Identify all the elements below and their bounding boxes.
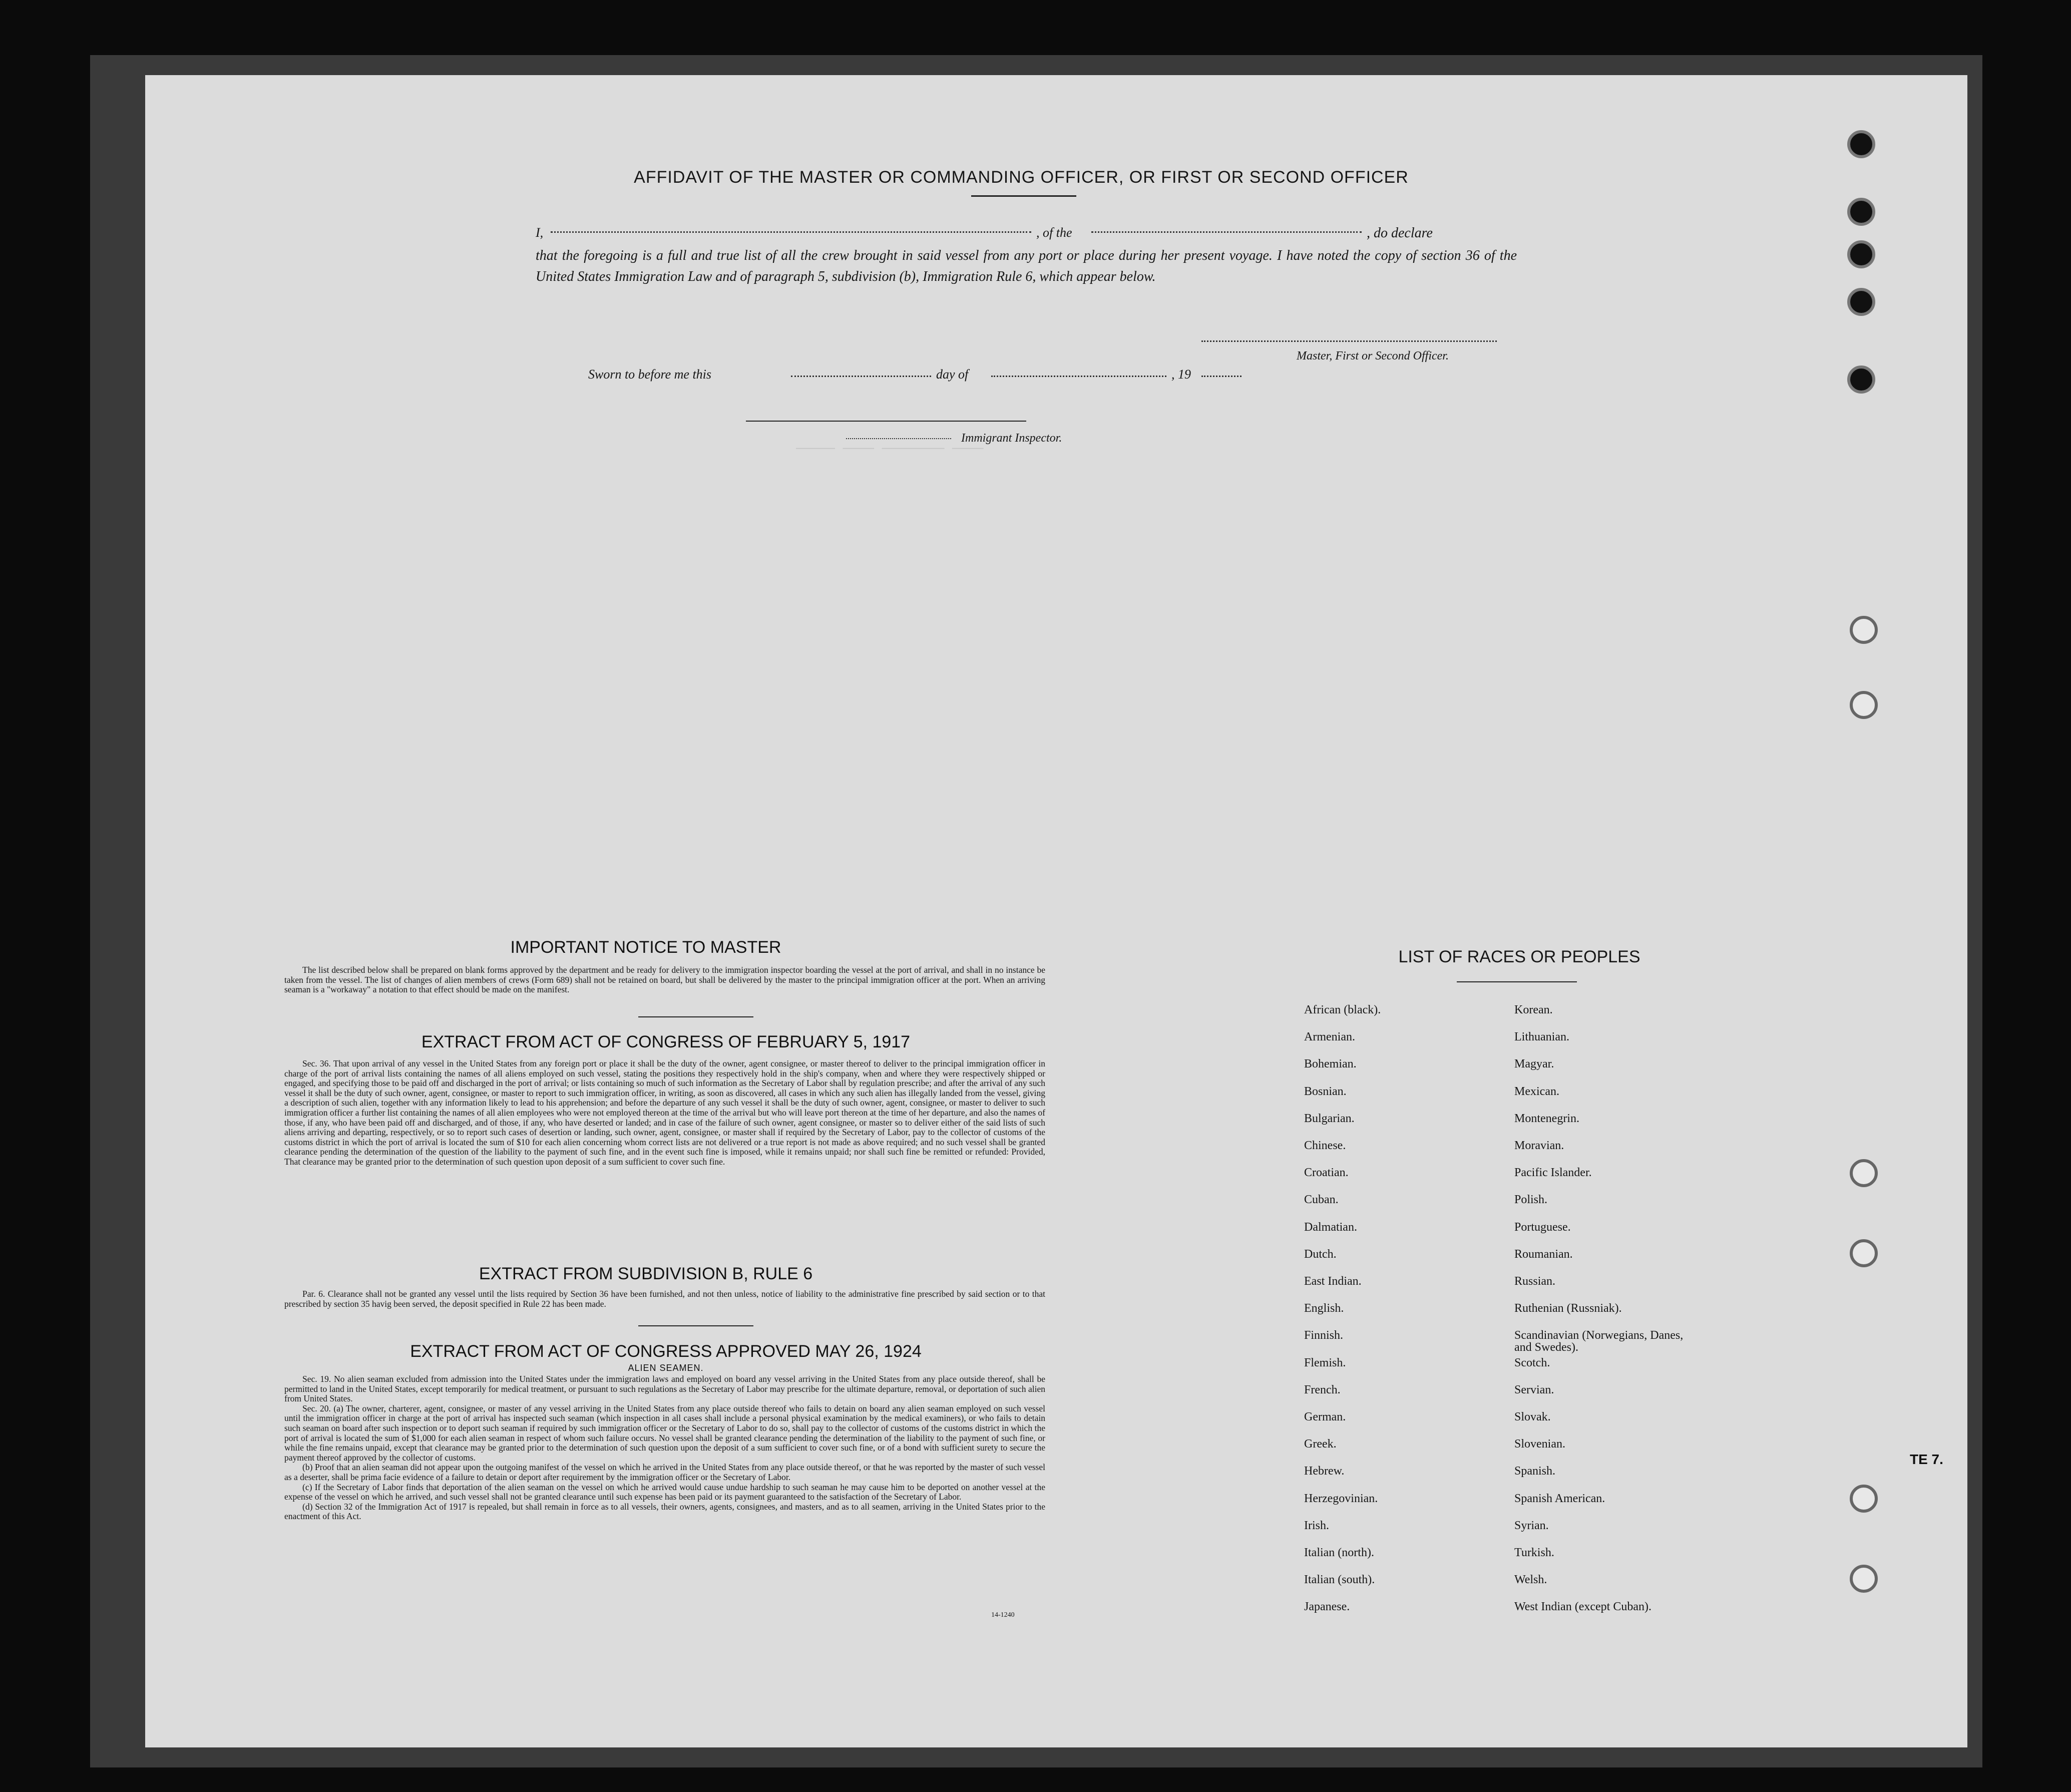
race-item: Slovenian. [1514,1438,1565,1451]
extract-1924-subtitle: ALIEN SEAMEN. [628,1363,704,1373]
race-item: Armenian. [1304,1030,1355,1044]
race-item: Polish. [1514,1193,1548,1207]
race-item: African (black). [1304,1003,1381,1016]
race-item: West Indian (except Cuban). [1514,1600,1651,1614]
race-item: German. [1304,1410,1346,1423]
punch-hole-icon [1847,198,1875,226]
vessel-name-field[interactable] [1091,231,1362,233]
race-item: Italian (south). [1304,1573,1375,1587]
race-item: Mexican. [1514,1085,1559,1098]
race-item: Croatian. [1304,1166,1349,1180]
race-item: Ruthenian (Russniak). [1514,1302,1622,1315]
affidavit-of-the: , of the [1036,225,1072,240]
divider [1457,981,1577,982]
section-19: Sec. 19. No alien seaman excluded from admission into the United States under the immigration laws and employed on board any vessel arriving in the United States from any place outside thereof, shall be permitted to land in the United States, except temporarily for medical treatment, or pursuant to such regulations as the Secretary of Labor may prescribe for the ultimate departure, removal, or deportation of such alien from United States. [284,1374,1045,1404]
day-of-label: day of [936,367,969,382]
race-item: Dalmatian. [1304,1220,1357,1234]
race-item: Finnish. [1304,1329,1344,1342]
race-item: Roumanian. [1514,1247,1573,1261]
master-name-field[interactable] [551,231,1031,233]
affidavit-title: AFFIDAVIT OF THE MASTER OR COMMANDING OFFICER, OR FIRST OR SECOND OFFICER [634,168,1409,187]
year-label: , 19 [1171,367,1191,382]
punch-hole-icon [1850,616,1878,644]
punch-hole-icon [1850,1485,1878,1513]
race-item: Scotch. [1514,1356,1550,1369]
race-item: Korean. [1514,1003,1553,1016]
extract-rule6-title: EXTRACT FROM SUBDIVISION B, RULE 6 [479,1264,813,1283]
inspector-signature-line[interactable] [746,421,1026,422]
punch-hole-icon [1847,130,1875,158]
race-item: Cuban. [1304,1193,1339,1207]
bleed-through-text: ————— ———— ———————— ———— [796,441,984,456]
race-item: Spanish American. [1514,1492,1605,1505]
race-item: Slovak. [1514,1410,1551,1423]
title-divider [971,195,1076,197]
race-item: Bosnian. [1304,1085,1347,1098]
race-item: East Indian. [1304,1275,1362,1288]
races-title: LIST OF RACES OR PEOPLES [1398,947,1640,966]
document-page [145,75,1967,1747]
race-item: Magyar. [1514,1057,1554,1071]
section-20b: (b) Proof that an alien seaman did not appear upon the outgoing manifest of the vessel on which he arrived in the United States from any place outside thereof, or that he was reported by the master of such vessel as a deserter, shall be prima facie evidence of a failure to detain or deport after requirement by the immigration officer or the Secretary of Labor. [284,1462,1045,1482]
race-item: Lithuanian. [1514,1030,1569,1044]
race-item: Turkish. [1514,1546,1554,1559]
affidavit-body: that the foregoing is a full and true list of all the crew brought in said vessel from any port or place during her present voyage. I have noted the copy of section 36 of the United States Immigration Law and of paragraph 5, subdivision (b), Immigration Rule 6, which appear below. [536,248,1517,284]
punch-hole-icon [1850,691,1878,719]
punch-hole-icon [1847,288,1875,316]
sworn-day-field[interactable] [791,376,931,377]
affidavit-declare: , do declare [1367,225,1433,241]
race-item: Servian. [1514,1383,1554,1396]
race-item: Syrian. [1514,1519,1549,1532]
race-item: Italian (north). [1304,1546,1374,1559]
form-number: 14-1240 [991,1611,1015,1619]
race-item: Flemish. [1304,1356,1346,1369]
race-item: Spanish. [1514,1465,1556,1478]
race-item: Pacific Islander. [1514,1166,1592,1180]
affidavit-i: I, [536,225,544,240]
race-item: Bulgarian. [1304,1112,1355,1125]
extract-1917-text: Sec. 36. That upon arrival of any vessel in the United States from any foreign port or place it shall be the duty of the owner, agent consignee, or master thereof to deliver to the principal immigration officer in charge of the port of arrival lists containing the names of all aliens employed on such vessel, stating the positions they respectively hold in the ship's company, when and where they were respectively shipped or engaged, and specifying those to be paid off and discharged in the port of arrival; or lists containing so much of such information as the Secretary of Labor shall by regulation prescribe; and after the arrival of any such vessel it shall be the duty of such owner, agent, consignee, or master to report to such immigration officer, in writing, as soon as discovered, all cases in which any such alien has illegally landed from the vessel, giving a description of such alien, together with any information likely to lead to his apprehension; and before the departure of any such vessel it shall be the duty of such owner, agent, consignee, or master to deliver to such immigration officer a further list containing the names of all alien employees who were not employed thereon at the time of the arrival but who will leave port thereon at the time of her departure, and also the names of those, if any, who have been paid off and discharged, and of those, if any, who have deserted or landed; and in case of the failure of such owner, agent consignee, or master so to deliver either of the said lists of such aliens arriving and departing, respectively, or so to report such cases of desertion or landing, such owner, agent, consignee, or master shall if required by the Secretary of Labor, pay to the collector of customs of the customs district in which the port of arrival is located the sum of $10 for each alien concerning whom correct lists are not delivered or a true report is not made as above required; and no such vessel shall be granted clearance pending the determination of the question of the liability to the payment of such fine, and in the event such fine is imposed, while it remains unpaid; nor shall such fine be remitted or refunded: Provided, That clearance may be granted prior to the determination of such question upon deposit of a sum sufficient to cover such fine. [284,1058,1045,1167]
section-20d: (d) Section 32 of the Immigration Act of 1917 is repealed, but shall remain in force as to all vessels, their owners, agents, consignees, and masters, and as to all seamen, arriving in the United States prior to the enactment of this Act. [284,1501,1045,1522]
punch-hole-icon [1850,1565,1878,1593]
sworn-label: Sworn to before me this [588,367,712,382]
race-item: Irish. [1304,1519,1329,1532]
inspector-dots [846,438,951,439]
punch-hole-icon [1847,366,1875,394]
divider [638,1016,753,1017]
extract-1917-title: EXTRACT FROM ACT OF CONGRESS OF FEBRUARY 5, 1917 [421,1032,911,1051]
extract-1924-title: EXTRACT FROM ACT OF CONGRESS APPROVED MAY 26, 1924 [410,1342,922,1361]
race-item: Portuguese. [1514,1220,1571,1234]
section-20a: Sec. 20. (a) The owner, charterer, agent, consignee, or master of any vessel arriving in the United States from any place outside thereof who fails to detain on board any alien seaman employed on such vessel until the immigration officer in charge at the port of arrival has inspected such seaman (which inspection in all cases shall include a personal physical examination by the medical examiners), or who fails to detain such seaman on board after such inspection or to deport such seaman if required by such immigration officer or the Secretary of Labor to do so, shall pay to the collector of customs of the customs district in which the port of arrival is located the sum of $1,000 for each alien seaman in respect of whom such failure occurs. No vessel shall be granted clearance pending the determination of the liability to the payment of such fine, or while the fine remains unpaid, except that clearance may be granted prior to the determination of such question upon the deposit of a sum sufficient to cover such fine, or of a bond with sufficient surety to secure the payment thereof approved by the collector of customs. [284,1403,1045,1463]
race-item: Welsh. [1514,1573,1547,1587]
punch-hole-icon [1850,1159,1878,1187]
punch-hole-icon [1847,240,1875,268]
notice-title: IMPORTANT NOTICE TO MASTER [510,938,781,957]
officer-signature-field[interactable] [1201,340,1497,342]
notice-text: The list described below shall be prepared on blank forms approved by the department and be ready for delivery to the immigration inspector boarding the vessel at the port of arrival, and shall in no instance be taken from the vessel. The list of changes of alien members of crews (Form 689) shall not be retained on board, but shall be delivered by the master to the principal immigration officer at the port. When an arriving seaman is a "workaway" a notation to that effect should be made on the manifest. [284,965,1045,995]
punch-hole-icon [1850,1239,1878,1267]
race-item: Greek. [1304,1438,1337,1451]
race-item: Russian. [1514,1275,1556,1288]
race-item: Scandinavian (Norwegians, Danes, and Swedes). [1514,1329,1684,1354]
race-item: Bohemian. [1304,1057,1357,1071]
race-item: Hebrew. [1304,1465,1345,1478]
race-item: English. [1304,1302,1344,1315]
inspector-caption: Immigrant Inspector. [961,432,1062,445]
race-item: Herzegovinian. [1304,1492,1378,1505]
signature-caption: Master, First or Second Officer. [1297,349,1449,363]
divider [638,1325,753,1326]
extract-rule6-text: Par. 6. Clearance shall not be granted any vessel until the lists required by Section 36 have been furnished, and not then unless, notice of liability to the administrative fine prescribed by said section or to that prescribed by section 35 havig been served, the deposit specified in Rule 22 has been made. [284,1289,1045,1309]
race-item: Moravian. [1514,1139,1564,1152]
sworn-month-field[interactable] [991,376,1166,377]
sworn-year-field[interactable] [1201,376,1241,377]
race-item: Dutch. [1304,1247,1337,1261]
extract-1924-text [284,1374,1045,1522]
race-item: Montenegrin. [1514,1112,1579,1125]
margin-text: TE 7. [1910,1452,1943,1467]
section-20c: (c) If the Secretary of Labor finds that deportation of the alien seaman on the vessel on which he arrived would cause undue hardship to such seaman he may cause him to be deported on another vessel at the expense of the vessel on which he arrived, and such vessel shall not be granted clearance until such expense has been paid or its payment guaranteed to the satisfaction of the Secretary of Labor. [284,1482,1045,1502]
race-item: Japanese. [1304,1600,1350,1614]
race-item: Chinese. [1304,1139,1346,1152]
race-item: French. [1304,1383,1341,1396]
